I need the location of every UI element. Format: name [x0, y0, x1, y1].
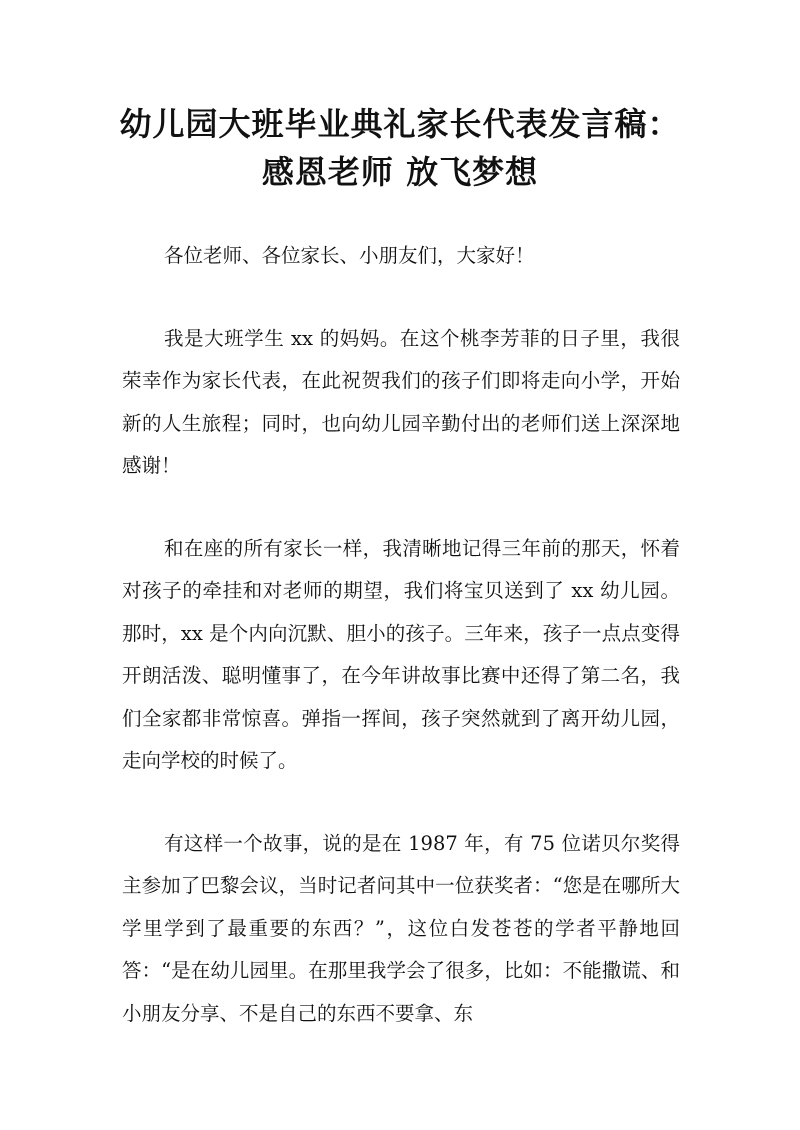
paragraph-memories: 和在座的所有家长一样，我清晰地记得三年前的那天，怀着对孩子的牵挂和对老师的期望，我们将宝贝送到了 xx 幼儿园。那时，xx 是个内向沉默、胆小的孩子。三年来，孩子一点点变得开朗活泼、聪明懂事了，在今年讲故事比赛中还得了第二名，我们全家都非常惊喜。弹指一挥间，孩子突然就到了离开幼儿园，走向学校的时候了。 — [122, 536, 680, 772]
paragraph-greeting: 各位老师、各位家长、小朋友们，大家好！ — [164, 244, 535, 267]
document-body — [122, 235, 680, 1035]
paragraph-introduction: 我是大班学生 xx 的妈妈。在这个桃李芳菲的日子里，我很荣幸作为家长代表，在此祝贺我们的孩子们即将走向小学，开始新的人生旅程；同时，也向幼儿园辛勤付出的老师们送上深深地感谢！ — [122, 326, 680, 477]
document-title — [100, 100, 700, 196]
title-line-2: 感恩老师 放飞梦想 — [261, 153, 539, 191]
paragraph-story: 有这样一个故事，说的是在 1987 年，有 75 位诺贝尔奖得主参加了巴黎会议，当时记者问其中一位获奖者：“您是在哪所大学里学到了最重要的东西？”，这位白发苍苍的学者平静地回答：“是在幼儿园里。在那里我学会了很多，比如：不能撒谎、和小朋友分享、不是自己的东西不要拿、东 — [122, 831, 680, 1025]
title-line-1: 幼儿园大班毕业典礼家长代表发言稿： — [119, 105, 681, 143]
